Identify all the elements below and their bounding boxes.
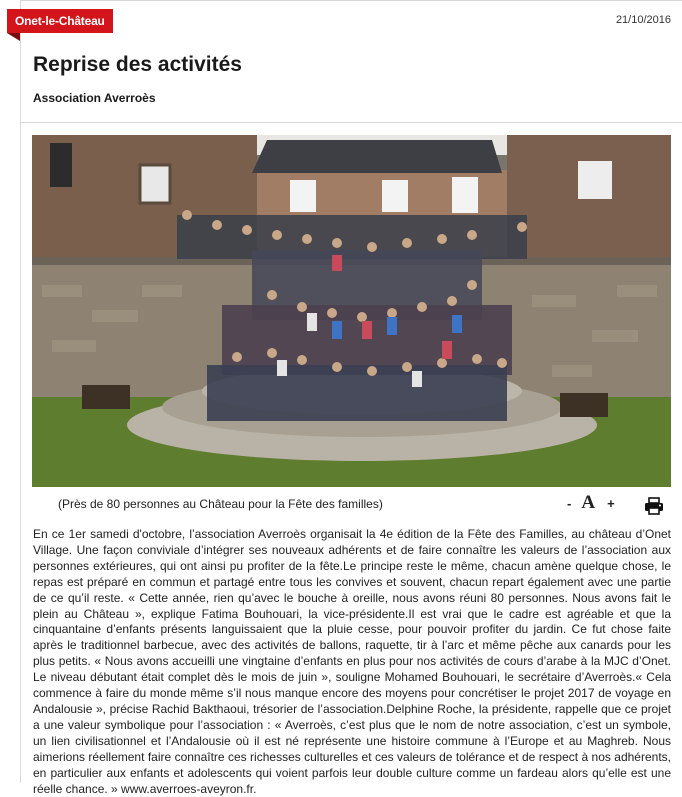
- photo-illustration: [32, 135, 671, 487]
- article-date: 21/10/2016: [615, 14, 671, 26]
- font-size-tools: [567, 492, 615, 514]
- print-button[interactable]: [644, 497, 664, 515]
- font-size-icon[interactable]: A: [581, 492, 596, 513]
- article-subtitle: Association Averroès: [33, 91, 156, 105]
- font-decrease-button[interactable]: -: [567, 495, 572, 511]
- location-tag[interactable]: Onet-le-Château: [7, 9, 113, 33]
- header-separator: [21, 122, 682, 123]
- article-title: Reprise des activités: [33, 53, 242, 76]
- location-tag-fold: [7, 33, 20, 41]
- article-photo[interactable]: [32, 135, 671, 487]
- article-body: En ce 1er samedi d'octobre, l’association Averroès organisait la 4e édition de la Fête des Familles, au château d’Onet Village. Une façon conviviale d’intégrer ses nouveaux adhérents et de faire connaître les valeurs de l’association aux personnes extérieures, qui ont ainsi pu profiter de la fête.Le principe reste le même, chacun amène quelque chose, le repas est préparé en commun et partagé entre tous les convives et souvent, chacun repart également avec une partie de ce qu’il reste. « Cette année, rien qu’avec le bouche à oreille, nous avons réuni 80 personnes. Nous avons fait le plein au Château », explique Fatima Bouhouari, la vice-présidente.Il est vrai que le cadre est agréable et que la cinquantaine d’enfants présents languissaient que la pluie cesse, pour pouvoir profiter du jardin. Ce fut chose faite après le traditionnel barbecue, avec des activités de ballons, raquette, tir à l’arc et même pêche aux canards pour les plus petits. « Nous avons accueilli une vingtaine d’enfants en plus pour nos activités de cours d’arabe à la MJC d’Onet. Le niveau débutant était complet dès le mois de juin », souligne Mohamed Bouhouari, le secrétaire d’Averroès.« Cela commence à faire du monde même s’il nous manque encore des moyens pour concrétiser le projet 2017 de voyage en Andalousie », précise Rachid Bakthaoui, trésorier de l’association.Delphine Roche, la présidente, rappelle que ce projet a une valeur symbolique pour l’association : « Averroès, c’est plus que le nom de notre association, c’est un symbole, un lien civilisationnel et l’Andalousie où il est né représente une histoire commune à l’Europe et au Maghreb. Nous aimerions réellement faire connaître ces richesses culturelles et ces valeurs de tolérance et de respect à nos adhérents, en particulier aux enfants et adolescents qui voient parfois leur double culture comme un fardeau alors qu’elle est une réelle chance. » www.averroes-aveyron.fr.: [33, 527, 671, 796]
- printer-icon: [644, 497, 664, 515]
- frame-left-border: [20, 0, 21, 783]
- frame-top-border: [20, 0, 682, 1]
- photo-caption: (Près de 80 personnes au Château pour la Fête des familles): [58, 497, 383, 511]
- font-increase-button[interactable]: +: [607, 495, 615, 511]
